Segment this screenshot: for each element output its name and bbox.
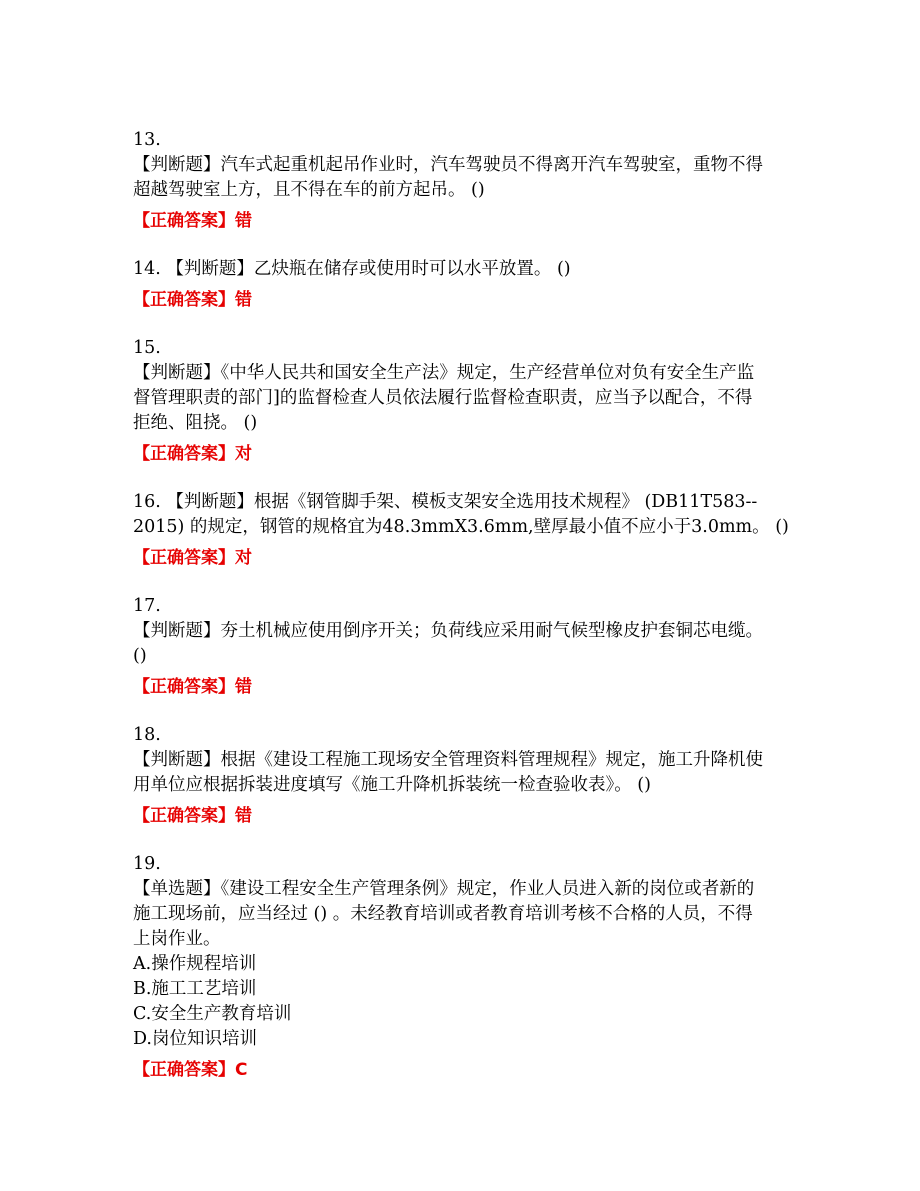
correct-answer: 【正确答案】C (133, 1060, 248, 1080)
question-16 (133, 490, 793, 571)
option-c: C.安全生产教育培训 (133, 1004, 292, 1024)
correct-answer: 【正确答案】错 (133, 677, 252, 697)
question-text-line: 超越驾驶室上方，且不得在车的前方起吊。 () (133, 180, 485, 200)
correct-answer: 【正确答案】错 (133, 211, 252, 231)
question-text-line: 上岗作业。 (133, 929, 221, 949)
question-text-line: 施工现场前，应当经过 () 。未经教育培训或者教育培训考核不合格的人员，不得 (133, 904, 753, 924)
question-text-line: 【判断题】《中华人民共和国安全生产法》规定，生产经营单位对负有安全生产监 (133, 363, 755, 383)
question-13 (133, 128, 793, 234)
correct-answer: 【正确答案】对 (133, 548, 252, 568)
question-text-line: 13. (133, 130, 161, 150)
question-text-line: 【判断题】根据《建设工程施工现场安全管理资料管理规程》规定，施工升降机使 (133, 750, 763, 770)
question-text-line: 督管理职责的部门]的监督检查人员依法履行监督检查职责，应当予以配合，不得 (133, 388, 753, 408)
correct-answer: 【正确答案】错 (133, 290, 252, 310)
question-text-line: 用单位应根据拆装进度填写《施工升降机拆装统一检查验收表》。 () (133, 775, 651, 795)
question-17 (133, 594, 793, 700)
question-text-line: 拒绝、阻挠。 () (133, 413, 258, 433)
question-text-line: 17. (133, 596, 161, 616)
option-d: D.岗位知识培训 (133, 1029, 257, 1049)
question-19 (133, 852, 793, 1083)
question-text-line: 14. 【判断题】乙炔瓶在储存或使用时可以水平放置。 () (133, 259, 571, 279)
question-text-line: 【判断题】夯土机械应使用倒序开关；负荷线应采用耐气候型橡皮护套铜芯电缆。 (133, 621, 763, 641)
question-text-line: 15. (133, 338, 161, 358)
question-15 (133, 336, 793, 467)
question-text-line: 18. (133, 725, 161, 745)
question-text-line: () (133, 646, 147, 666)
correct-answer: 【正确答案】对 (133, 444, 252, 464)
question-list (133, 128, 793, 1083)
correct-answer: 【正确答案】错 (133, 806, 252, 826)
question-text-line: 【单选题】《建设工程安全生产管理条例》规定，作业人员进入新的岗位或者新的 (133, 879, 755, 899)
question-text-line: 19. (133, 854, 161, 874)
question-14 (133, 257, 793, 313)
question-text-line: 【判断题】汽车式起重机起吊作业时，汽车驾驶员不得离开汽车驾驶室，重物不得 (133, 155, 763, 175)
question-text-line: 2015) 的规定，钢管的规格宜为48.3mmX3.6mm,壁厚最小值不应小于3.0mm。 () (133, 517, 789, 537)
question-18 (133, 723, 793, 829)
option-a: A.操作规程培训 (133, 954, 257, 974)
option-b: B.施工工艺培训 (133, 979, 257, 999)
question-text-line: 16. 【判断题】根据《钢管脚手架、模板支架安全选用技术规程》 (DB11T583-- (133, 492, 758, 512)
